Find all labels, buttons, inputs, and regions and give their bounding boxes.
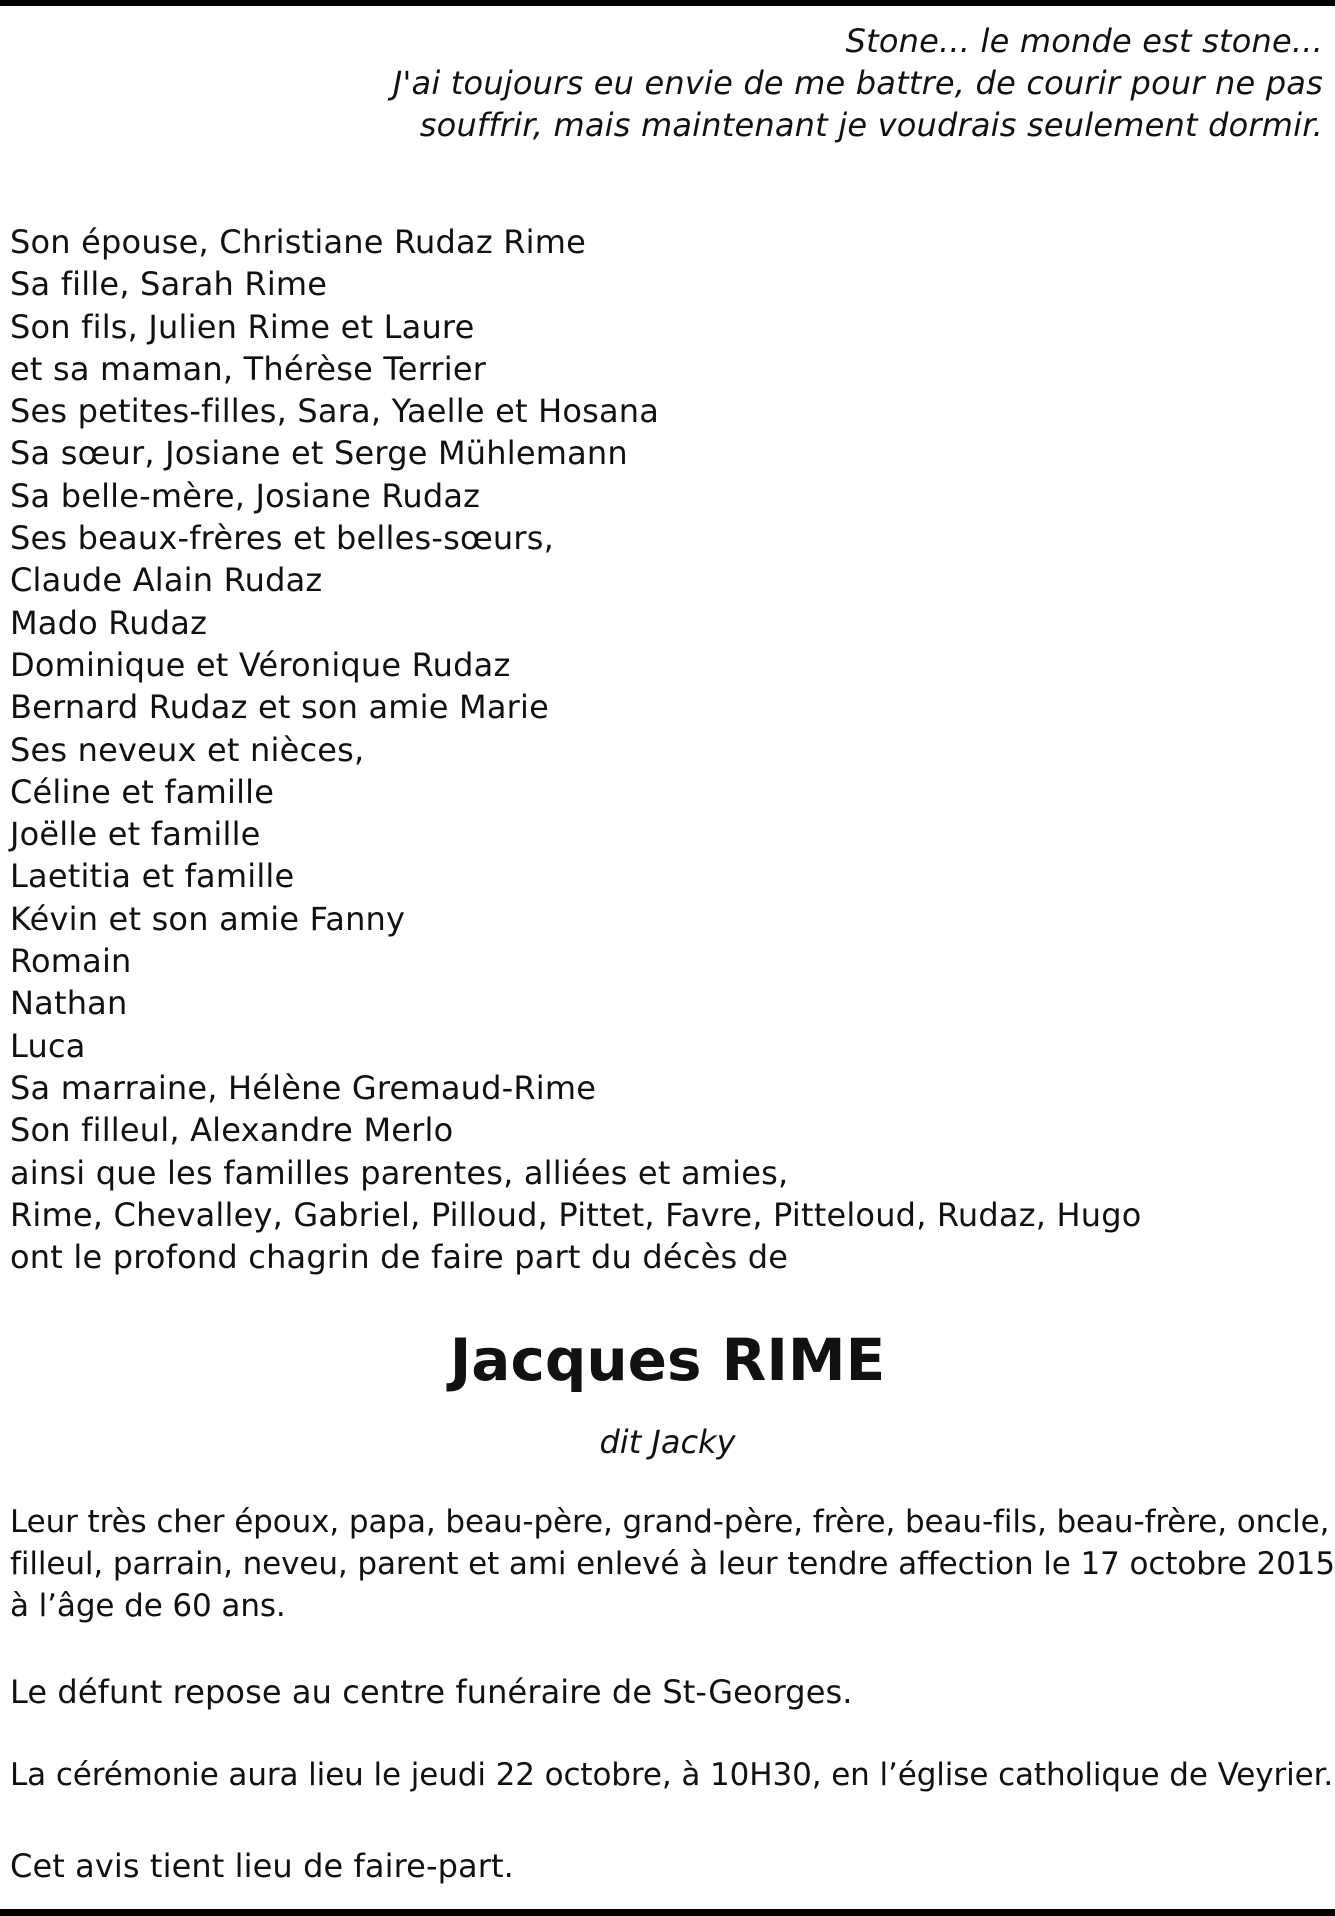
mourner-line: ont le profond chagrin de faire part du décès de xyxy=(10,1238,789,1277)
mourner-line: Nathan xyxy=(10,984,128,1023)
bottom-border-rule xyxy=(0,1909,1335,1916)
mourner-line: Kévin et son amie Fanny xyxy=(10,899,406,938)
top-border-rule xyxy=(0,0,1335,6)
epigraph-quote xyxy=(323,20,1323,146)
mourner-line: Son filleul, Alexandre Merlo xyxy=(10,1111,454,1150)
mourner-line: Sa belle-mère, Josiane Rudaz xyxy=(10,476,481,515)
mourner-line: Luca xyxy=(10,1026,86,1065)
mourner-line: Joëlle et famille xyxy=(10,815,261,854)
tribute-line: filleul, parrain, neveu, parent et ami enlevé à leur tendre affection le 17 octobre 2015 xyxy=(10,1546,1335,1582)
mourner-line: Sa sœur, Josiane et Serge Mühlemann xyxy=(10,434,628,473)
mourner-line: Claude Alain Rudaz xyxy=(10,561,323,600)
mourner-line: Son fils, Julien Rime et Laure xyxy=(10,307,475,346)
tribute-line: Leur très cher époux, papa, beau-père, grand-père, frère, beau-fils, beau-frère, oncle, xyxy=(10,1504,1330,1540)
mourner-line: Son épouse, Christiane Rudaz Rime xyxy=(10,223,586,261)
repose-paragraph xyxy=(10,1671,853,1713)
repose-text: Le défunt repose au centre funéraire de St-Georges. xyxy=(10,1673,853,1711)
mourner-line: Céline et famille xyxy=(10,772,275,811)
deceased-nickname: dit Jacky xyxy=(599,1423,736,1461)
mourner-line: Mado Rudaz xyxy=(10,603,208,642)
mourner-line: Romain xyxy=(10,942,132,981)
deceased-name: Jacques RIME xyxy=(449,1326,886,1394)
epigraph-line: souffrir, mais maintenant je voudrais seulement dormir. xyxy=(419,106,1323,144)
mourner-line: Laetitia et famille xyxy=(10,857,295,896)
epigraph-line: Stone... le monde est stone... xyxy=(845,22,1323,60)
notice-text: Cet avis tient lieu de faire-part. xyxy=(10,1847,514,1885)
ceremony-text: La cérémonie aura lieu le jeudi 22 octobre, à 10H30, en l’église catholique de Veyrier. xyxy=(10,1757,1334,1793)
mourner-line: Ses beaux-frères et belles-sœurs, xyxy=(10,519,554,558)
mourner-line: Sa fille, Sarah Rime xyxy=(10,265,328,304)
mourner-line: Bernard Rudaz et son amie Marie xyxy=(10,688,549,727)
ceremony-paragraph xyxy=(10,1754,1333,1796)
notice-paragraph xyxy=(10,1845,514,1887)
epigraph-line: J'ai toujours eu envie de me battre, de courir pour ne pas xyxy=(392,64,1323,102)
mourner-line: Rime, Chevalley, Gabriel, Pilloud, Pittet, Favre, Pitteloud, Rudaz, Hugo xyxy=(10,1195,1142,1234)
mourner-line: Sa marraine, Hélène Gremaud-Rime xyxy=(10,1068,597,1107)
mourner-line: Ses neveux et nièces, xyxy=(10,730,365,769)
mourners-list xyxy=(10,221,1142,1278)
mourner-line: et sa maman, Thérèse Terrier xyxy=(10,349,487,388)
mourner-line: ainsi que les familles parentes, alliées et amies, xyxy=(10,1153,789,1192)
tribute-line: à l’âge de 60 ans. xyxy=(10,1588,286,1624)
mourner-line: Dominique et Véronique Rudaz xyxy=(10,645,511,684)
mourner-line: Ses petites-filles, Sara, Yaelle et Hosana xyxy=(10,392,660,431)
tribute-paragraph xyxy=(10,1501,1335,1627)
